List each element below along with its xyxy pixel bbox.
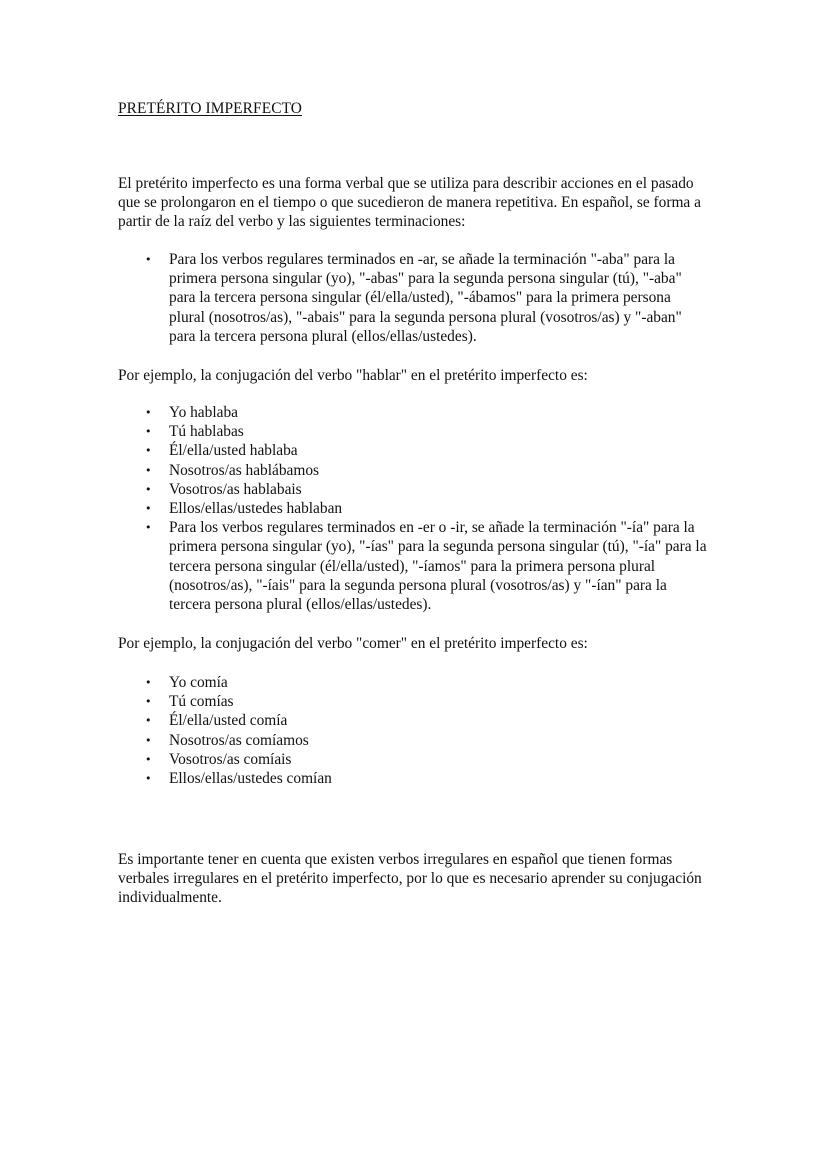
bullet-icon: • bbox=[145, 521, 152, 535]
rule-ar-text: Para los verbos regulares terminados en -ar, se añade la terminación "-aba" para la primera persona singular (yo), "-abas" para la segunda persona singular (tú), "-aba" para la tercera persona singular (él/ella/usted), "-ábamos" para la primera persona plural (nosotros/as), "-abais" para la segunda persona plural (vosotros/as) y "-aban" para la tercera persona plural (ellos/ellas/ustedes). bbox=[169, 251, 682, 345]
document-title: PRETÉRITO IMPERFECTO bbox=[118, 100, 303, 117]
bullet-icon: • bbox=[145, 502, 152, 516]
list-item bbox=[118, 461, 708, 480]
bullet-icon: • bbox=[145, 714, 152, 728]
list-item bbox=[118, 441, 708, 460]
example-hablar-paragraph: Por ejemplo, la conjugación del verbo "hablar" en el pretérito imperfecto es: bbox=[118, 367, 588, 384]
hablar-conjugation-list bbox=[118, 403, 708, 614]
conjugation-form: Vosotros/as comíais bbox=[169, 750, 292, 768]
conjugation-form: Él/ella/usted comía bbox=[169, 712, 288, 730]
bullet-icon: • bbox=[145, 406, 152, 419]
conjugation-form: Nosotros/as hablábamos bbox=[169, 461, 320, 479]
list-item bbox=[118, 769, 708, 788]
bullet-icon: • bbox=[145, 772, 152, 786]
list-item-rule-er-ir bbox=[118, 518, 708, 614]
conjugation-form: Tú hablabas bbox=[169, 423, 244, 441]
rule-er-ir-text: Para los verbos regulares terminados en -er o -ir, se añade la terminación "-ía" para la primera persona singular (yo), "-ías" para la segunda persona singular (tú), "-ía" para la tercera persona singular (él/ella/usted), "-íamos" para la primera persona plural (nosotros/as), "-íais" para la segunda persona plural (vosotros/as) y "-ían" para la tercera persona plural (ellos/ellas/ustedes). bbox=[169, 519, 707, 614]
bullet-icon: • bbox=[145, 444, 152, 458]
conjugation-form: Nosotros/as comíamos bbox=[169, 731, 309, 749]
list-item bbox=[118, 422, 708, 441]
list-item bbox=[118, 673, 708, 692]
intro-paragraph: El pretérito imperfecto es una forma verbal que se utiliza para describir acciones en el pasado que se prolongaron en el tiempo o que sucedieron de manera repetitiva. En español, se forma a partir de la raíz del verbo y las siguientes terminaciones: bbox=[118, 175, 701, 231]
bullet-icon: • bbox=[145, 425, 152, 439]
list-item bbox=[118, 711, 708, 730]
bullet-icon: • bbox=[145, 733, 152, 747]
bullet-icon: • bbox=[145, 676, 152, 689]
list-item bbox=[118, 692, 708, 711]
list-item bbox=[118, 750, 708, 769]
bullet-icon: • bbox=[145, 463, 152, 477]
rule-list-ar bbox=[118, 250, 708, 346]
conjugation-form: Yo hablaba bbox=[169, 404, 238, 421]
comer-conjugation-list bbox=[118, 673, 708, 788]
list-item bbox=[118, 480, 708, 499]
conjugation-form: Ellos/ellas/ustedes comían bbox=[169, 770, 332, 788]
bullet-icon: • bbox=[145, 752, 152, 766]
conjugation-form: Ellos/ellas/ustedes hablaban bbox=[169, 500, 343, 518]
conjugation-form: Vosotros/as hablabais bbox=[169, 480, 302, 498]
list-item bbox=[118, 499, 708, 518]
conjugation-form: Yo comía bbox=[169, 674, 228, 691]
bullet-icon: • bbox=[145, 482, 152, 496]
conjugation-form: Él/ella/usted hablaba bbox=[169, 442, 298, 460]
bullet-icon: • bbox=[145, 253, 152, 266]
list-item-rule-ar bbox=[118, 250, 708, 346]
bullet-icon: • bbox=[145, 695, 152, 709]
example-comer-paragraph: Por ejemplo, la conjugación del verbo "comer" en el pretérito imperfecto es: bbox=[118, 635, 588, 652]
conjugation-form: Tú comías bbox=[169, 693, 234, 711]
list-item bbox=[118, 403, 708, 422]
list-item bbox=[118, 731, 708, 750]
conclusion-paragraph: Es importante tener en cuenta que existen verbos irregulares en español que tienen formas verbales irregulares en el pretérito imperfecto, por lo que es necesario aprender su conjugación individualmente. bbox=[118, 851, 702, 907]
